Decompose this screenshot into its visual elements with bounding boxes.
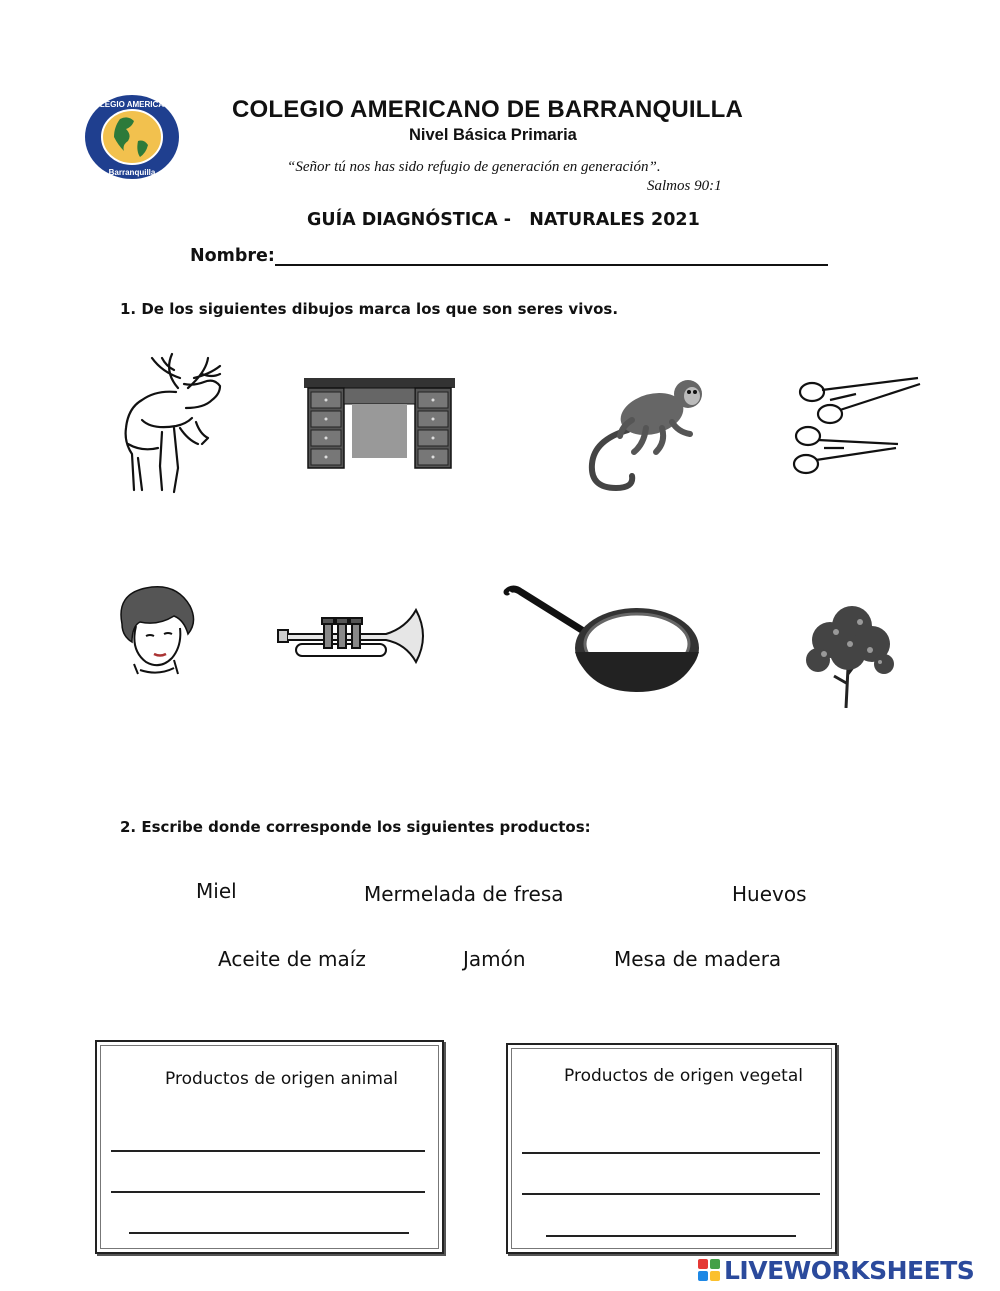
school-level: Nivel Básica Primaria <box>409 126 577 144</box>
vegetal-box-title: Productos de origen vegetal <box>564 1066 803 1086</box>
word-miel: Miel <box>196 879 237 903</box>
liveworksheets-logo-icon <box>698 1259 720 1281</box>
school-name: COLEGIO AMERICANO DE BARRANQUILLA <box>232 96 744 123</box>
word-mesa: Mesa de madera <box>614 947 782 971</box>
monkey-image[interactable] <box>588 370 712 492</box>
vegetal-answer-line-3[interactable] <box>546 1235 796 1237</box>
animal-answer-line-2[interactable] <box>111 1191 425 1193</box>
animal-answer-line-1[interactable] <box>111 1150 425 1152</box>
guide-title: GUÍA DIAGNÓSTICA - NATURALES 2021 <box>307 210 700 230</box>
desk-image[interactable] <box>302 376 457 472</box>
school-logo <box>82 93 182 181</box>
tree-image[interactable] <box>800 604 896 708</box>
name-label: Nombre: <box>190 246 275 266</box>
word-jamon: Jamón <box>463 947 526 971</box>
liveworksheets-brand <box>698 1255 974 1285</box>
word-mermelada: Mermelada de fresa <box>364 882 564 906</box>
trumpet-image[interactable] <box>276 606 434 666</box>
bible-reference: Salmos 90:1 <box>647 178 722 194</box>
woman-image[interactable] <box>110 582 198 676</box>
moose-image[interactable] <box>118 348 230 494</box>
animal-box-title: Productos de origen animal <box>165 1069 399 1089</box>
frying-pan-image[interactable] <box>503 584 701 696</box>
animal-answer-line-3[interactable] <box>129 1232 409 1234</box>
question-1: 1. De los siguientes dibujos marca los que son seres vivos. <box>120 300 619 318</box>
logo-bottom-text: Barranquilla <box>108 168 156 177</box>
word-huevos: Huevos <box>732 882 807 906</box>
scissors-image[interactable] <box>790 374 922 480</box>
word-aceite: Aceite de maíz <box>218 947 366 971</box>
name-input-line[interactable] <box>275 264 828 266</box>
logo-top-text: COLEGIO AMERICANO <box>87 100 177 109</box>
vegetal-answer-line-1[interactable] <box>522 1152 820 1154</box>
vegetal-answer-line-2[interactable] <box>522 1193 820 1195</box>
question-2: 2. Escribe donde corresponde los siguientes productos: <box>120 818 591 836</box>
liveworksheets-text: LIVEWORKSHEETS <box>724 1255 975 1285</box>
bible-quote: “Señor tú nos has sido refugio de generación en generación”. <box>287 159 661 175</box>
vegetal-products-box <box>506 1043 837 1254</box>
animal-products-box <box>95 1040 444 1254</box>
